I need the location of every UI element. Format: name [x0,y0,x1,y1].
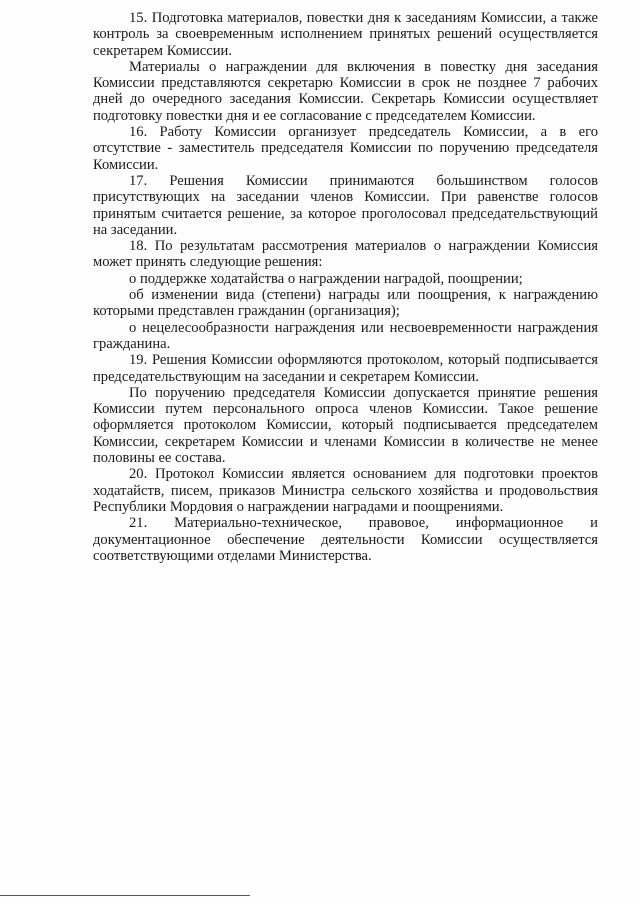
paragraph-15-materials: Материалы о награждении для включения в повестку дня заседания Комиссии представляются секретарю Комиссии в срок не позднее 7 рабочих дней до очередного заседания Комиссии. Секретарь Комиссии осуществляет подготовку повестки дня и ее согласование с председателем Комиссии. [93,58,598,124]
paragraph-16: 16. Работу Комиссии организует председатель Комиссии, а в его отсутствие - заместитель председателя Комиссии по поручению председателя Комиссии. [93,124,598,173]
paragraph-19-survey: По поручению председателя Комиссии допускается принятие решения Комиссии путем персонального опроса членов Комиссии. Такое решение оформляется протоколом Комиссии, который подписывается председателем Комиссии, секретарем Комиссии и членами Комиссии в количестве не менее половины ее состава. [93,384,598,467]
document-body [93,10,598,564]
paragraph-21: 21. Материально-техническое, правовое, информационное и документационное обеспечение деятельности Комиссии осуществляется соответствующими отделами Министерства. [93,515,598,564]
paragraph-20: 20. Протокол Комиссии является основанием для подготовки проектов ходатайств, писем, приказов Министра сельского хозяйства и продовольствия Республики Мордовия о награждении наградами и поощрениями. [93,466,598,515]
paragraph-17: 17. Решения Комиссии принимаются большинством голосов присутствующих на заседании членов Комиссии. При равенстве голосов принятым считается решение, за которое проголосовал председательствующий на заседании. [93,172,598,238]
decision-item-inexpedient: о нецелесообразности награждения или несвоевременности награждения гражданина. [93,319,598,352]
paragraph-18: 18. По результатам рассмотрения материалов о награждении Комиссия может принять следующие решения: [93,238,598,271]
decision-item-support: о поддержке ходатайства о награждении наградой, поощрении; [129,270,523,287]
paragraph-19: 19. Решения Комиссии оформляются протоколом, который подписывается председательствующим на заседании и секретарем Комиссии. [93,352,598,385]
bottom-divider [0,895,250,896]
paragraph-15: 15. Подготовка материалов, повестки дня к заседаниям Комиссии, а также контроль за своевременным исполнением принятых решений осуществляется секретарем Комиссии. [93,10,598,59]
decision-item-change: об изменении вида (степени) награды или поощрения, к награждению которыми представлен гражданин (организация); [93,287,598,320]
